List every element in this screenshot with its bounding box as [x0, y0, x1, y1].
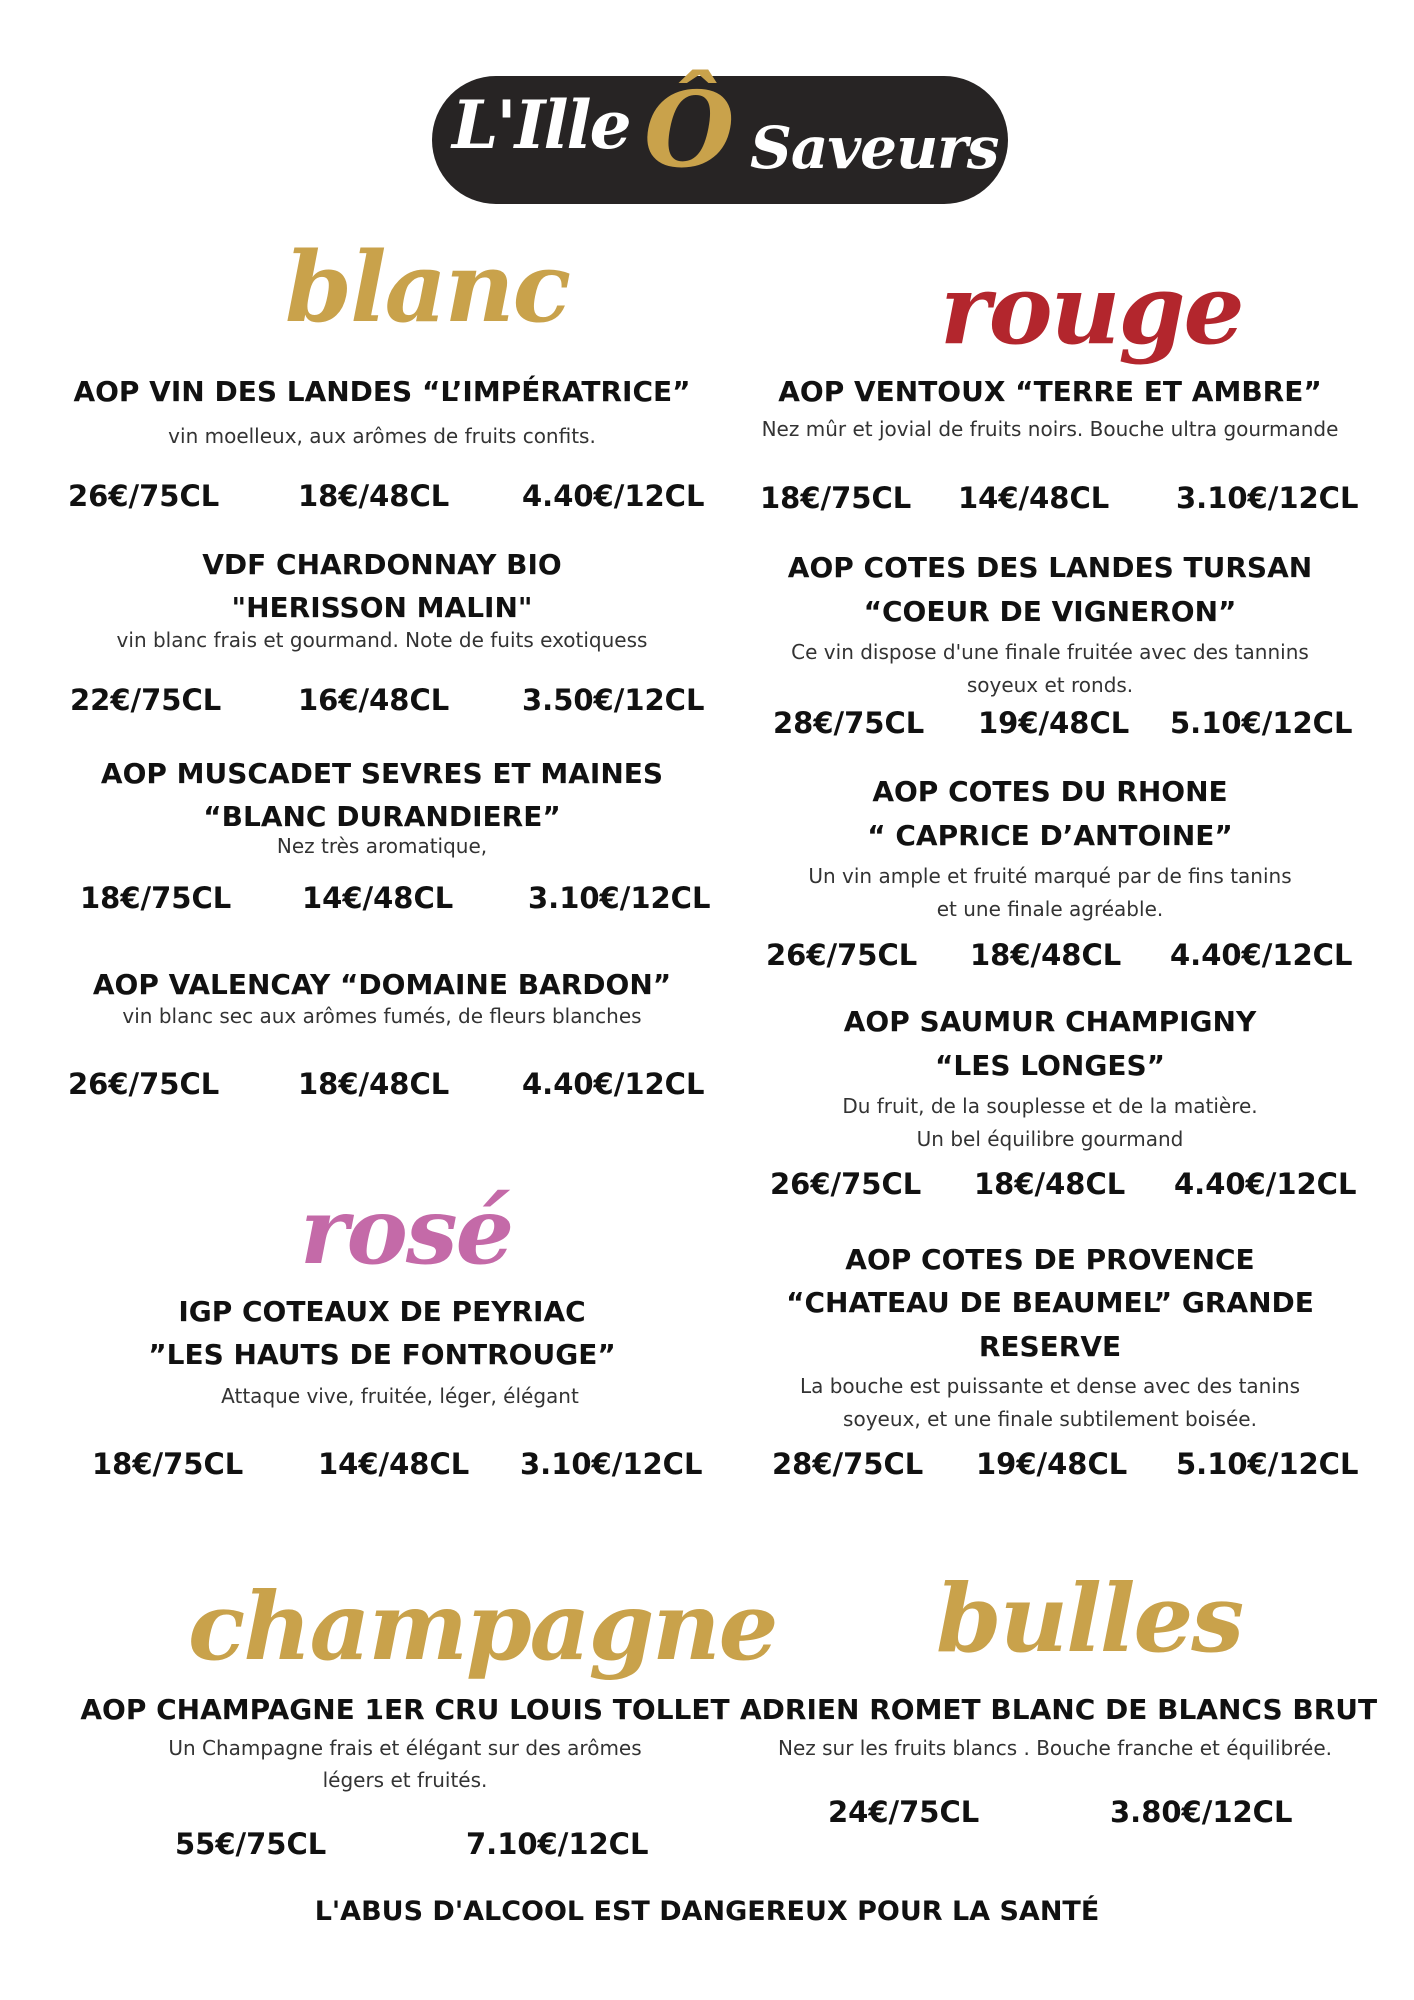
price-75cl: 26€/75CL — [68, 479, 220, 513]
section-heading-blanc: blanc — [285, 231, 570, 344]
price-75cl: 22€/75CL — [70, 683, 222, 717]
logo-letter-o: Ô — [644, 68, 735, 191]
wine-title: AOP COTES DE PROVENCE — [845, 1243, 1255, 1276]
health-warning: L'ABUS D'ALCOOL EST DANGEREUX POUR LA SANTÉ — [314, 1896, 1100, 1927]
price-75cl: 18€/75CL — [80, 881, 232, 915]
price-12cl: 3.50€/12CL — [522, 683, 705, 717]
wine-title: AOP VIN DES LANDES “L’IMPÉRATRICE” — [73, 375, 691, 408]
wine-title: AOP COTES DU RHONE — [872, 775, 1228, 808]
wine-title: AOP COTES DES LANDES TURSAN — [787, 551, 1313, 584]
price-48cl: 19€/48CL — [978, 706, 1130, 740]
price-75cl: 26€/75CL — [68, 1067, 220, 1101]
price-75cl: 28€/75CL — [772, 1447, 924, 1481]
logo — [432, 68, 1008, 204]
price-12cl: 3.80€/12CL — [1110, 1795, 1293, 1829]
wine-title: AOP CHAMPAGNE 1ER CRU LOUIS TOLLET — [80, 1693, 730, 1726]
price-12cl: 5.10€/12CL — [1176, 1447, 1359, 1481]
section-heading-bulles: bulles — [936, 1564, 1243, 1674]
wine-description: Nez sur les fruits blancs . Bouche franche et équilibrée. — [777, 1736, 1332, 1760]
wine-description: Un vin ample et fruité marqué par de fins tanins — [808, 864, 1292, 888]
price-48cl: 14€/48CL — [958, 481, 1110, 515]
wine-title: ADRIEN ROMET BLANC DE BLANCS BRUT — [740, 1693, 1378, 1726]
wine-description: soyeux, et une finale subtilement boisée. — [843, 1407, 1257, 1431]
logo-text-saveurs: Saveurs — [750, 114, 999, 182]
price-12cl: 3.10€/12CL — [520, 1447, 703, 1481]
wine-description: vin moelleux, aux arômes de fruits confits. — [168, 424, 596, 448]
wine-title: VDF CHARDONNAY BIO — [202, 548, 562, 581]
wine-title: “BLANC DURANDIERE” — [203, 800, 561, 833]
price-48cl: 18€/48CL — [974, 1167, 1126, 1201]
price-75cl: 18€/75CL — [92, 1447, 244, 1481]
price-48cl: 18€/48CL — [970, 938, 1122, 972]
wine-description: et une finale agréable. — [936, 897, 1164, 921]
price-48cl: 16€/48CL — [298, 683, 450, 717]
section-heading-champagne: champagne — [188, 1572, 777, 1682]
price-12cl: 4.40€/12CL — [1174, 1167, 1357, 1201]
wine-title: AOP VENTOUX “TERRE ET AMBRE” — [778, 375, 1322, 408]
wine-description: vin blanc sec aux arômes fumés, de fleurs blanches — [122, 1004, 642, 1028]
price-75cl: 26€/75CL — [770, 1167, 922, 1201]
wine-description: Attaque vive, fruitée, léger, élégant — [221, 1384, 579, 1408]
price-12cl: 3.10€/12CL — [528, 881, 711, 915]
wine-title: ”LES HAUTS DE FONTROUGE” — [148, 1338, 616, 1371]
price-48cl: 14€/48CL — [318, 1447, 470, 1481]
wine-description: Nez mûr et jovial de fruits noirs. Bouche ultra gourmande — [761, 417, 1339, 441]
price-48cl: 19€/48CL — [976, 1447, 1128, 1481]
price-48cl: 18€/48CL — [298, 1067, 450, 1101]
wine-description: Un Champagne frais et élégant sur des arômes — [168, 1736, 642, 1760]
wine-title: "HERISSON MALIN" — [231, 591, 533, 624]
section-heading-rose: rosé — [300, 1177, 513, 1285]
price-12cl: 3.10€/12CL — [1176, 481, 1359, 515]
wine-title: “ CAPRICE D’ANTOINE” — [867, 819, 1233, 852]
wine-description: vin blanc frais et gourmand. Note de fuits exotiquess — [116, 628, 648, 652]
wine-title: IGP COTEAUX DE PEYRIAC — [178, 1295, 586, 1328]
price-75cl: 26€/75CL — [766, 938, 918, 972]
price-12cl: 4.40€/12CL — [522, 479, 705, 513]
price-12cl: 4.40€/12CL — [1170, 938, 1353, 972]
wine-title: “CHATEAU DE BEAUMEL” GRANDE — [786, 1286, 1314, 1319]
logo-text-lille: L'Ille — [452, 86, 630, 164]
price-75cl: 28€/75CL — [773, 706, 925, 740]
wine-description: Ce vin dispose d'une finale fruitée avec des tannins — [791, 640, 1309, 664]
wine-title: “LES LONGES” — [934, 1049, 1166, 1082]
wine-description: soyeux et ronds. — [966, 673, 1134, 697]
wine-description: légers et fruités. — [322, 1768, 488, 1792]
price-75cl: 24€/75CL — [828, 1795, 980, 1829]
wine-title: AOP VALENCAY “DOMAINE BARDON” — [92, 968, 672, 1001]
price-12cl: 4.40€/12CL — [522, 1067, 705, 1101]
price-48cl: 18€/48CL — [298, 479, 450, 513]
wine-title: “COEUR DE VIGNERON” — [863, 595, 1237, 628]
wine-title: AOP MUSCADET SEVRES ET MAINES — [100, 757, 664, 790]
wine-description: Nez très aromatique, — [276, 834, 488, 858]
price-12cl: 5.10€/12CL — [1170, 706, 1353, 740]
price-48cl: 14€/48CL — [302, 881, 454, 915]
wine-title: RESERVE — [978, 1330, 1122, 1363]
price-12cl: 7.10€/12CL — [466, 1827, 649, 1861]
wine-description: Un bel équilibre gourmand — [916, 1127, 1184, 1151]
wine-description: Du fruit, de la souplesse et de la matière. — [842, 1094, 1258, 1118]
price-75cl: 55€/75CL — [175, 1827, 327, 1861]
wine-title: AOP SAUMUR CHAMPIGNY — [843, 1005, 1257, 1038]
section-heading-rouge: rouge — [940, 253, 1243, 366]
wine-description: La bouche est puissante et dense avec des tanins — [799, 1374, 1301, 1398]
price-75cl: 18€/75CL — [760, 481, 912, 515]
